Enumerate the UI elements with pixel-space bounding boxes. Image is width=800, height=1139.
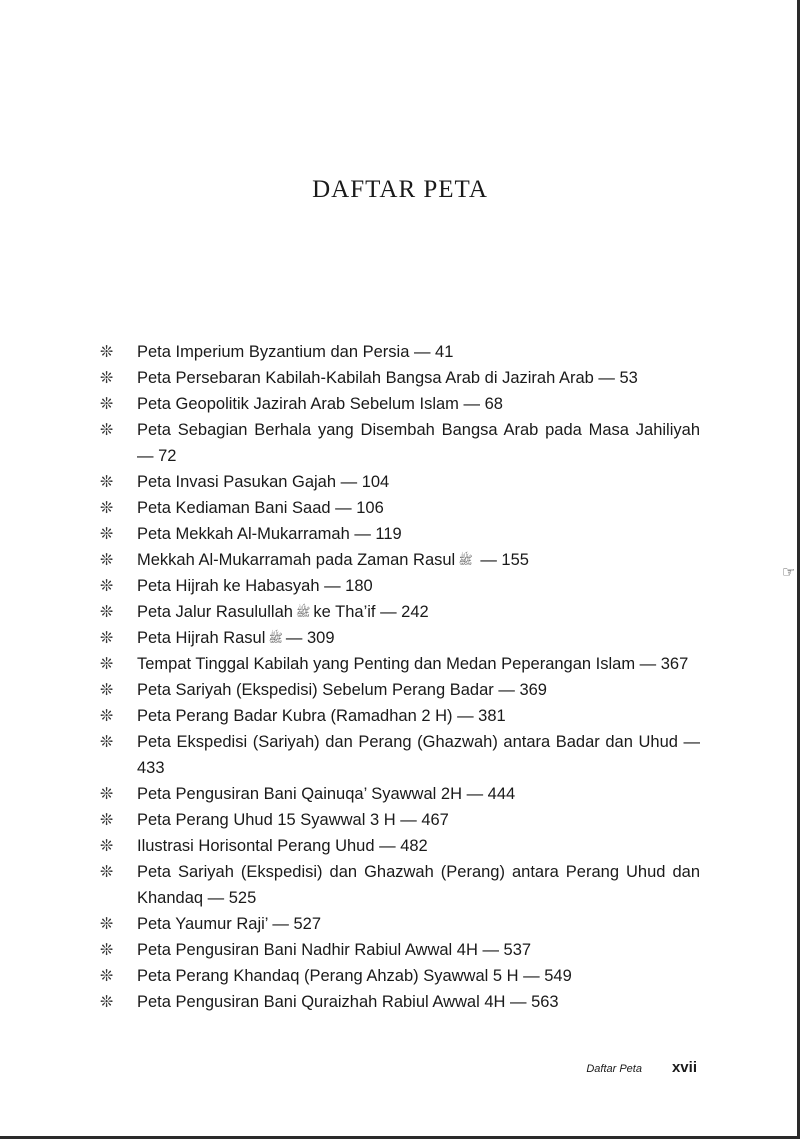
list-item (100, 469, 700, 495)
list-item (100, 729, 700, 781)
list-item (100, 963, 700, 989)
salawat-icon: ﷺ (295, 605, 311, 619)
list-item (100, 521, 700, 547)
list-item-text (137, 625, 700, 651)
list-item-text-after: — 309 (285, 629, 335, 647)
list-item (100, 989, 700, 1015)
bullet-icon: ❊ (100, 628, 114, 647)
pointing-hand-icon: ☞ (782, 563, 796, 581)
list-item-text: Peta Imperium Byzantium dan Persia — 41 (137, 343, 454, 361)
list-item-text-before: Mekkah Al-Mukarramah pada Zaman Rasul (137, 551, 456, 569)
bullet-icon: ❊ (100, 472, 114, 491)
bullet-icon: ❊ (100, 732, 114, 751)
list-item (100, 339, 700, 365)
bullet-icon: ❊ (100, 576, 114, 595)
list-item-text-before: Peta Hijrah Rasul (137, 629, 266, 647)
list-item-text: Peta Ekspedisi (Sariyah) dan Perang (Ghazwah) antara Badar dan Uhud — 433 (137, 733, 700, 777)
list-item-text (137, 599, 700, 625)
list-item-text: Peta Sebagian Berhala yang Disembah Bangsa Arab pada Masa Jahiliyah — 72 (137, 421, 700, 465)
list-item (100, 703, 700, 729)
salawat-icon: ﷺ (268, 631, 283, 645)
list-item (100, 677, 700, 703)
list-item-text: Peta Mekkah Al-Mukarramah — 119 (137, 525, 402, 543)
list-item-text-after: — 155 (475, 551, 529, 569)
bullet-icon: ❊ (100, 654, 114, 673)
list-item-text: Peta Kediaman Bani Saad — 106 (137, 499, 384, 517)
list-item-text-after: ke Tha’if — 242 (313, 603, 429, 621)
page-footer (0, 1059, 697, 1076)
list-item-text-before: Peta Jalur Rasulullah (137, 603, 293, 621)
page-title: DAFTAR PETA (312, 176, 488, 203)
bullet-icon: ❊ (100, 836, 114, 855)
list-item-text: Peta Invasi Pasukan Gajah — 104 (137, 473, 390, 491)
list-item (100, 833, 700, 859)
bullet-icon: ❊ (100, 368, 114, 387)
list-item (100, 365, 700, 391)
salawat-icon: ﷺ (458, 553, 473, 567)
list-item-text: Peta Pengusiran Bani Nadhir Rabiul Awwal 4H — 537 (137, 941, 532, 959)
list-item (100, 859, 700, 911)
list-item-text: Peta Sariyah (Ekspedisi) dan Ghazwah (Perang) antara Perang Uhud dan Khandaq — 525 (137, 863, 700, 907)
list-item (100, 417, 700, 469)
bullet-icon: ❊ (100, 550, 114, 569)
bullet-icon: ❊ (100, 784, 114, 803)
list-item (100, 495, 700, 521)
list-item (100, 391, 700, 417)
list-item (100, 599, 700, 625)
list-item-text: Peta Yaumur Raji’ — 527 (137, 915, 322, 933)
page-number: xvii (671, 1059, 697, 1076)
bullet-icon: ❊ (100, 524, 114, 543)
list-item (100, 911, 700, 937)
bullet-icon: ❊ (100, 342, 114, 361)
bullet-icon: ❊ (100, 706, 114, 725)
running-title: Daftar Peta (586, 1063, 642, 1075)
bullet-icon: ❊ (100, 940, 114, 959)
list-item-text: Peta Persebaran Kabilah-Kabilah Bangsa Arab di Jazirah Arab — 53 (137, 369, 638, 387)
bullet-icon: ❊ (100, 966, 114, 985)
list-item (100, 573, 700, 599)
list-item (100, 547, 700, 573)
list-item-text: Peta Perang Badar Kubra (Ramadhan 2 H) — 381 (137, 707, 506, 725)
list-item (100, 651, 700, 677)
list-item (100, 781, 700, 807)
list-item (100, 937, 700, 963)
bullet-icon: ❊ (100, 810, 114, 829)
list-item-text: Peta Pengusiran Bani Qainuqa’ Syawwal 2H — 444 (137, 785, 516, 803)
bullet-icon: ❊ (100, 992, 114, 1011)
list-item-text: Peta Sariyah (Ekspedisi) Sebelum Perang Badar — 369 (137, 681, 547, 699)
bullet-icon: ❊ (100, 680, 114, 699)
bullet-icon: ❊ (100, 394, 114, 413)
bullet-icon: ❊ (100, 602, 114, 621)
list-item (100, 625, 700, 651)
bullet-icon: ❊ (100, 914, 114, 933)
list-item (100, 807, 700, 833)
list-item-text: Peta Perang Khandaq (Perang Ahzab) Syawwal 5 H — 549 (137, 967, 572, 985)
list-item-text: Peta Pengusiran Bani Quraizhah Rabiul Awwal 4H — 563 (137, 993, 559, 1011)
list-item-text: Peta Geopolitik Jazirah Arab Sebelum Islam — 68 (137, 395, 503, 413)
list-item-text (137, 547, 700, 573)
list-item-text: Ilustrasi Horisontal Perang Uhud — 482 (137, 837, 428, 855)
map-list (100, 339, 700, 1015)
list-item-text: Peta Perang Uhud 15 Syawwal 3 H — 467 (137, 811, 449, 829)
list-item-text: Tempat Tinggal Kabilah yang Penting dan Medan Peperangan Islam — 367 (137, 655, 689, 673)
bullet-icon: ❊ (100, 498, 114, 517)
list-item-text: Peta Hijrah ke Habasyah — 180 (137, 577, 373, 595)
bullet-icon: ❊ (100, 862, 114, 881)
bullet-icon: ❊ (100, 420, 114, 439)
